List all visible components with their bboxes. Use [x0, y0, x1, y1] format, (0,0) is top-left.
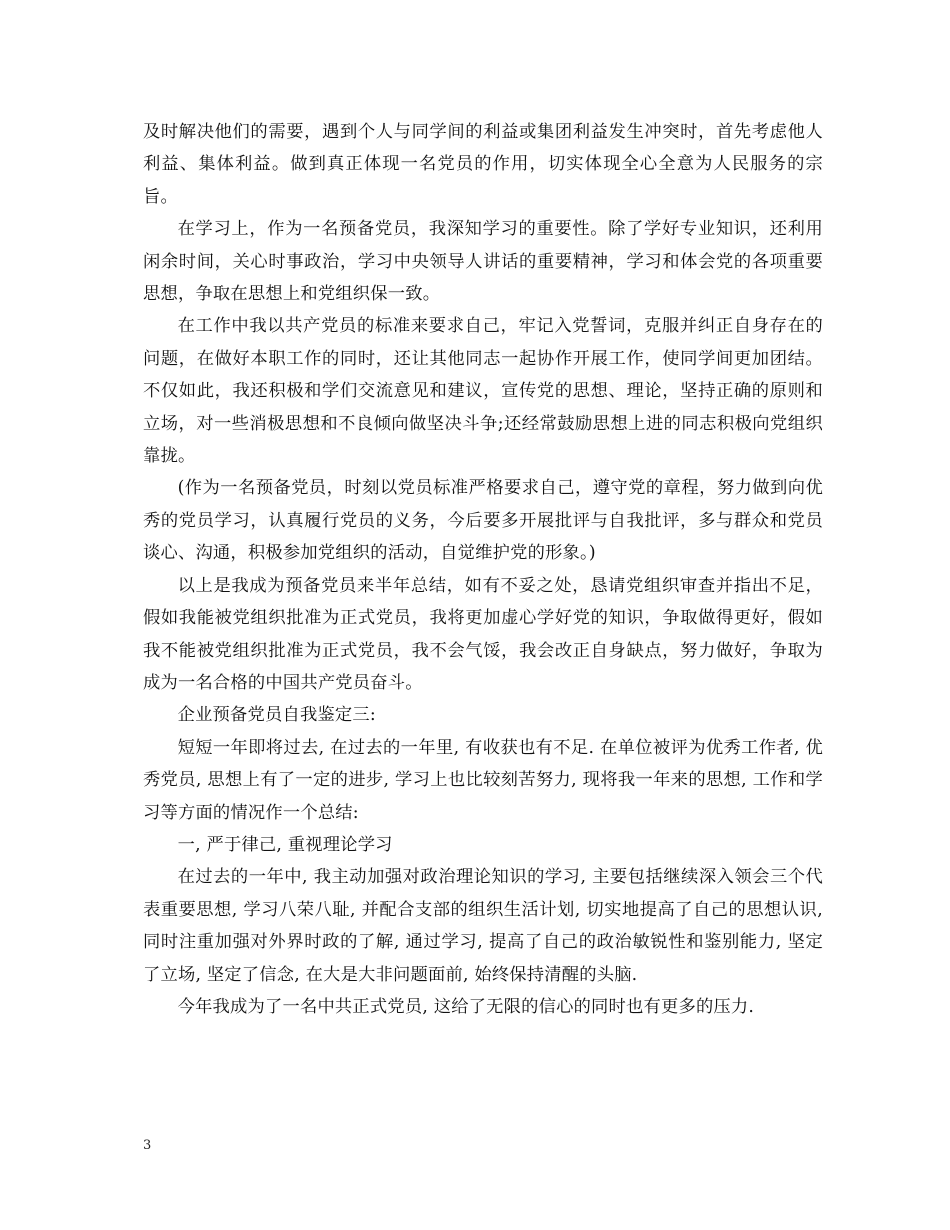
paragraph-7: 短短一年即将过去, 在过去的一年里, 有收获也有不足. 在单位被评为优秀工作者, 优秀党员, 思想上有了一定的进步, 学习上也比较刻苦努力, 现将我一年来的思想, 工作和学习等方面的情况作一个总结: — [143, 737, 823, 823]
paragraph-10: 今年我成为了一名中共正式党员, 这给了无限的信心的同时也有更多的压力. — [177, 996, 755, 1017]
paragraph-4: (作为一名预备党员，时刻以党员标准严格要求自己，遵守党的章程，努力做到向优秀的党员学习，认真履行党员的义务，今后要多开展批评与自我批评，多与群众和党员谈心、沟通，积极参加党组织的活动，自觉维护党的形象。) — [143, 478, 823, 564]
paragraph-1: 及时解决他们的需要，遇到个人与同学间的利益或集团利益发生冲突时，首先考虑他人利益、集体利益。做到真正体现一名党员的作用，切实体现全心全意为人民服务的宗旨。 — [143, 122, 823, 207]
paragraph-9: 在过去的一年中, 我主动加强对政治理论知识的学习, 主要包括继续深入领会三个代表重要思想, 学习八荣八耻, 并配合支部的组织生活计划, 切实地提高了自己的思想认识, 同时注重加强对外界时政的了解, 通过学习, 提高了自己的政治敏锐性和鉴别能力, 坚定了立场, 坚定了信念, 在大是大非问题面前, 始终保持清醒的头脑. — [143, 867, 823, 985]
document-body — [143, 116, 823, 1023]
paragraph-3: 在工作中我以共产党员的标准来要求自己，牢记入党誓词，克服并纠正自身存在的问题，在做好本职工作的同时，还让其他同志一起协作开展工作，使同学间更加团结。不仅如此，我还积极和学们交流意见和建议，宣传党的思想、理论，坚持正确的原则和立场，对一些消极思想和不良倾向做坚决斗争;还经常鼓励思想上进的同志积极向党组织靠拢。 — [143, 316, 823, 467]
paragraph-2: 在学习上，作为一名预备党员，我深知学习的重要性。除了学好专业知识，还利用闲余时间，关心时事政治，学习中央领导人讲话的重要精神，学习和体会党的各项重要思想，争取在思想上和党组织保一致。 — [143, 219, 823, 305]
page-number: 3 — [143, 1138, 152, 1153]
subheading-discipline: 一, 严于律己, 重视理论学习 — [177, 834, 393, 855]
section-heading-appraisal-three: 企业预备党员自我鉴定三: — [177, 705, 376, 726]
paragraph-5: 以上是我成为预备党员来半年总结，如有不妥之处，恳请党组织审查并指出不足，假如我能被党组织批准为正式党员，我将更加虚心学好党的知识，争取做得更好，假如我不能被党组织批准为正式党员，我不会气馁，我会改正自身缺点，努力做好，争取为成为一名合格的中国共产党员奋斗。 — [143, 575, 823, 693]
